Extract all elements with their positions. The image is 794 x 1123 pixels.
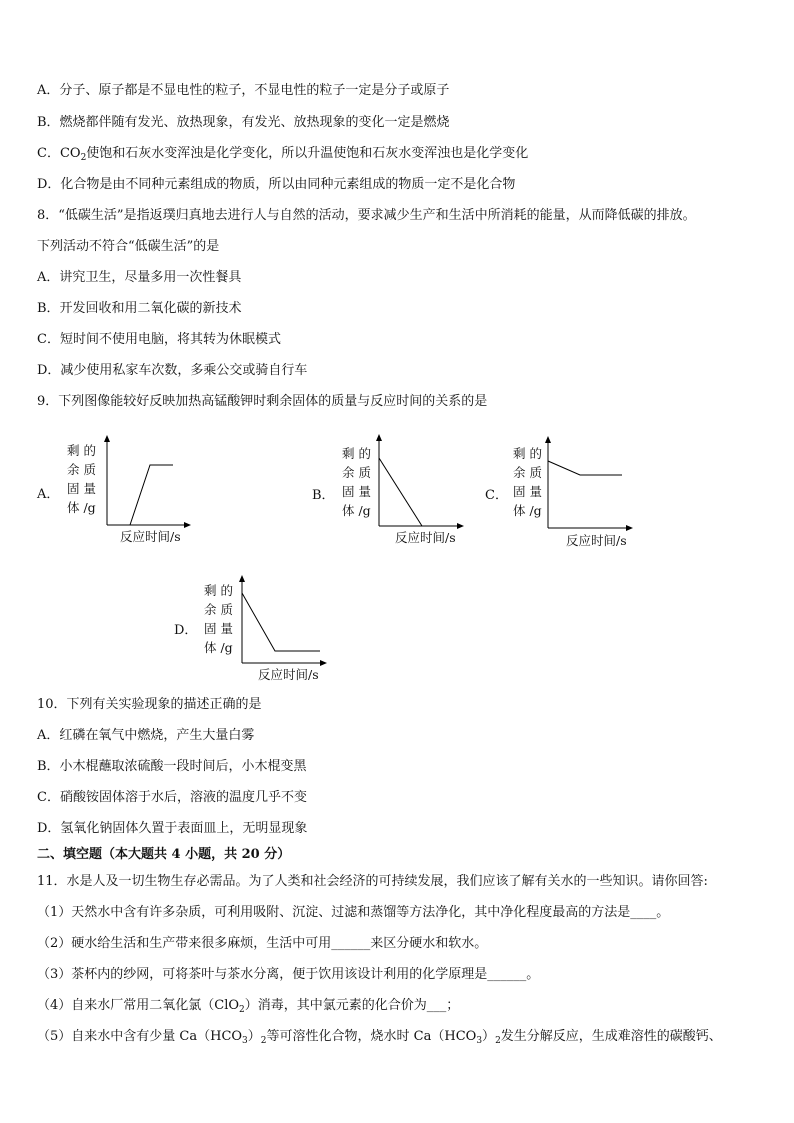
graph-c-ylabel-4: 体 /g [513,503,542,518]
q11-part-5-sub3: 3 [476,1036,483,1046]
graph-c-y-arrow [545,436,551,443]
graph-d-xlabel: 反应时间/s [258,667,319,682]
q8-stem-line1: 8．“低碳生活”是指返璞归真地去进行人与自然的活动，要求减少生产和生活中所消耗的能量，从而降低碳的排放。 [37,208,696,223]
graph-b-curve [379,458,422,526]
graph-b-ylabel-1: 剩 的 [342,446,371,461]
q10-option-b: B．小木棍蘸取浓硫酸一段时间后，小木棍变黑 [37,759,307,774]
q7-option-d: D．化合物是由不同种元素组成的物质，所以由同种元素组成的物质一定不是化合物 [37,177,516,192]
graph-d-ylabel-2: 余 质 [204,602,233,617]
graph-c-ylabel-3: 固 量 [513,484,542,499]
q11-part-4-post: ）消毒，其中氯元素的化合价为___； [244,998,460,1013]
graph-c-ylabel-1: 剩 的 [513,446,542,461]
graph-c-curve [548,461,622,475]
graph-d-plot [174,575,334,675]
q11-part-4-pre: （4）自来水厂常用二氧化氯（ClO [37,998,240,1013]
graph-a-ylabel-4: 体 /g [67,500,96,515]
graph-a-ylabel-2: 余 质 [67,462,96,477]
graph-b-xlabel: 反应时间/s [395,530,456,545]
q11-part-4 [37,997,459,1019]
q10-option-c: C．硝酸铵固体溶于水后，溶液的温度几乎不变 [37,790,307,805]
graph-b-letter: B． [312,488,335,503]
graph-a-ylabel-3: 固 量 [67,481,96,496]
q11-part-1: （1）天然水中含有许多杂质，可利用吸附、沉淀、过滤和蒸馏等方法净化，其中净化程度最高的方法是____。 [37,905,670,920]
q11-part-5-sub1: 3 [242,1036,248,1046]
graph-b-ylabel-4: 体 /g [342,503,371,518]
graph-a-x-arrow [184,522,191,528]
graph-d-ylabel-3: 固 量 [204,621,233,636]
q11-part-5-c: 等可溶性化合物，烧水时 Ca（HCO [266,1029,477,1044]
q8-option-d: D．减少使用私家车次数，多乘公交或骑自行车 [37,363,308,378]
graph-d-x-arrow [320,660,327,666]
q7-option-c [37,145,528,167]
q9-graph-a [37,435,237,555]
graph-d-curve [242,593,320,651]
q8-option-b: B．开发回收和用二氧化碳的新技术 [37,301,242,316]
q11-part-5-sub4: 2 [495,1036,501,1046]
q11-part-5-d: ） [482,1029,496,1044]
graph-b-plot [312,428,472,538]
q11-stem: 11．水是人及一切生物生存必需品。为了人类和社会经济的可持续发展，我们应该了解有关水的一些知识。请你回答: [37,874,708,889]
q7-option-c-sub: 2 [80,153,87,163]
graph-a-letter: A． [37,487,60,502]
q7-option-c-post: 使饱和石灰水变浑浊是化学变化，所以升温使饱和石灰水变浑浊也是化学变化 [86,146,529,161]
graph-d-ylabel-4: 体 /g [204,640,233,655]
q10-option-d: D．氢氧化钠固体久置于表面皿上，无明显现象 [37,821,308,836]
graph-c-letter: C． [485,488,508,503]
q7-option-c-pre: C．CO [37,146,81,161]
q11-part-4-sub: 2 [239,1005,245,1015]
q7-option-a: A．分子、原子都是不显电性的粒子，不显电性的粒子一定是分子或原子 [37,83,450,98]
graph-c-plot [485,430,645,540]
q9-graph-d [174,575,344,690]
graph-a-ylabel-1: 剩 的 [67,443,96,458]
q11-part-3: （3）茶杯内的纱网，可将茶叶与茶水分离，便于饮用该设计利用的化学原理是______。 [37,967,540,982]
graph-b-ylabel-3: 固 量 [342,484,371,499]
graph-d-y-arrow [239,575,245,582]
q9-graph-c [485,430,655,555]
q11-part-5 [37,1028,722,1050]
graph-b-x-arrow [457,523,464,529]
graph-b-y-arrow [376,434,382,441]
graph-c-xlabel: 反应时间/s [566,533,627,548]
q8-stem-line2: 下列活动不符合“低碳生活”的是 [37,239,220,254]
section-2-title: 二、填空题（本大题共 4 小题，共 20 分） [37,847,291,862]
q7-option-b: B．燃烧都伴随有发光、放热现象，有发光、放热现象的变化一定是燃烧 [37,115,450,130]
q11-part-5-e: 发生分解反应，生成难溶性的碳酸钙、 [500,1029,722,1044]
graph-a-xlabel: 反应时间/s [120,529,181,544]
graph-c-x-arrow [626,525,633,531]
q8-option-a: A．讲究卫生，尽量多用一次性餐具 [37,270,242,285]
q11-part-5-b: ） [247,1029,261,1044]
q10-stem: 10．下列有关实验现象的描述正确的是 [37,697,262,712]
q9-graph-b [312,428,482,553]
graph-b-ylabel-2: 余 质 [342,465,371,480]
graph-c-ylabel-2: 余 质 [513,465,542,480]
graph-d-ylabel-1: 剩 的 [204,583,233,598]
graph-d-letter: D． [174,623,198,638]
graph-a-curve [107,465,173,525]
q11-part-5-sub2: 2 [260,1036,267,1046]
q8-option-c: C．短时间不使用电脑，将其转为休眠模式 [37,332,281,347]
q11-part-5-a: （5）自来水中含有少量 Ca（HCO [37,1029,243,1044]
graph-a-y-arrow [104,435,110,442]
q10-option-a: A．红磷在氧气中燃烧，产生大量白雾 [37,728,255,743]
q9-stem: 9．下列图像能较好反映加热高锰酸钾时剩余固体的质量与反应时间的关系的是 [37,394,488,409]
q11-part-2: （2）硬水给生活和生产带来很多麻烦，生活中可用______来区分硬水和软水。 [37,936,488,951]
